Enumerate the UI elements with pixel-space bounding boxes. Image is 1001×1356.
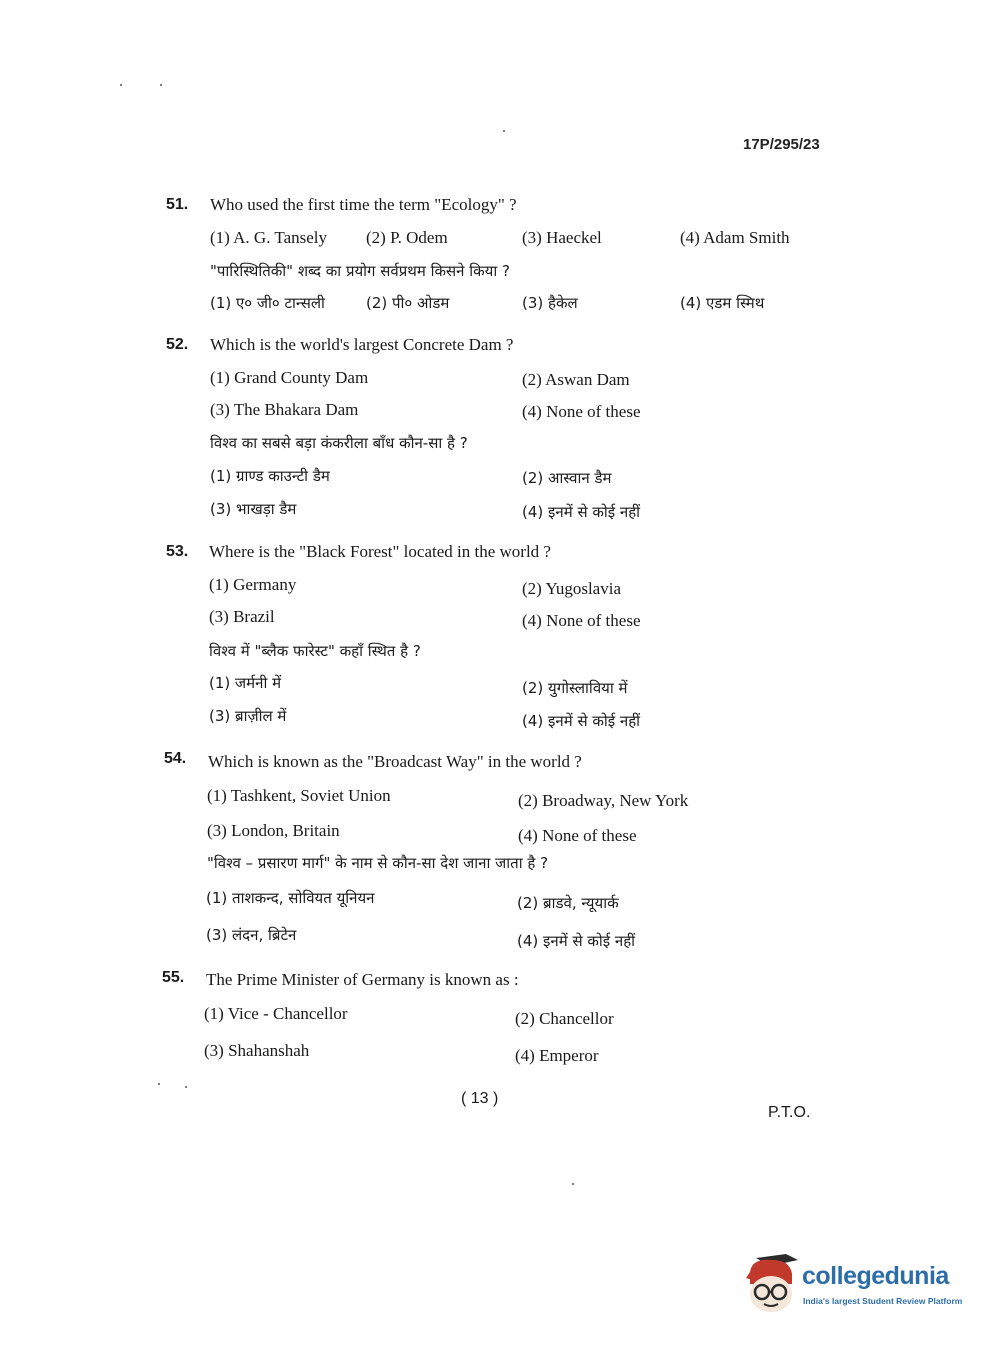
option-hi: (4) इनमें से कोई नहीं bbox=[517, 932, 636, 950]
option-en: (2) Yugoslavia bbox=[522, 579, 621, 598]
option-hi: (2) पी० ओडम bbox=[366, 294, 450, 312]
question-number: 55. bbox=[162, 969, 185, 986]
option-hi: (3) भाखड़ा डैम bbox=[210, 500, 297, 518]
option-hi: (4) इनमें से कोई नहीं bbox=[522, 712, 641, 730]
question-text: Which is known as the "Broadcast Way" in the world ? bbox=[208, 752, 582, 771]
option-hi: (3) ब्राज़ील में bbox=[209, 707, 287, 725]
option-hi: (2) युगोस्लाविया में bbox=[522, 679, 628, 697]
question-number: 52. bbox=[166, 336, 189, 353]
option-en: (1) Grand County Dam bbox=[210, 368, 369, 387]
option-en: (3) The Bhakara Dam bbox=[210, 400, 359, 419]
option-en: (2) Chancellor bbox=[515, 1009, 614, 1028]
option-en: (4) None of these bbox=[522, 611, 641, 630]
page-number: ( 13 ) bbox=[461, 1090, 499, 1107]
scan-speck bbox=[185, 1086, 187, 1088]
option-en: (1) Germany bbox=[209, 575, 297, 594]
scan-speck bbox=[120, 84, 122, 86]
question-text-hindi: "विश्व – प्रसारण मार्ग" के नाम से कौन-सा देश जाना जाता है ? bbox=[207, 854, 549, 872]
option-en: (3) London, Britain bbox=[207, 821, 340, 840]
question-text: Who used the first time the term "Ecology" ? bbox=[210, 195, 517, 214]
collegedunia-logo[interactable] bbox=[742, 1250, 972, 1320]
option-hi: (4) एडम स्मिथ bbox=[680, 294, 765, 312]
option-hi: (1) जर्मनी में bbox=[209, 674, 282, 692]
paper-code: 17P/295/23 bbox=[743, 136, 820, 153]
option-hi: (1) ग्राण्ड काउन्टी डैम bbox=[210, 467, 330, 485]
option-hi: (2) आस्वान डैम bbox=[522, 469, 612, 487]
option-en: (1) Tashkent, Soviet Union bbox=[207, 786, 391, 805]
option-en: (4) Emperor bbox=[515, 1046, 599, 1065]
please-turn-over: P.T.O. bbox=[768, 1104, 811, 1121]
scan-speck bbox=[572, 1183, 574, 1185]
option-en: (3) Haeckel bbox=[522, 228, 602, 247]
option-en: (1) Vice - Chancellor bbox=[204, 1004, 348, 1023]
brand-tagline: India's largest Student Review Platform bbox=[803, 1296, 963, 1306]
question-text: The Prime Minister of Germany is known as : bbox=[206, 970, 519, 989]
brand-name: collegedunia bbox=[802, 1262, 949, 1290]
question-number: 54. bbox=[164, 750, 187, 767]
option-en: (4) None of these bbox=[522, 402, 641, 421]
option-en: (1) A. G. Tansely bbox=[210, 228, 328, 247]
option-hi: (1) ए० जी० टान्सली bbox=[210, 294, 325, 312]
option-en: (2) P. Odem bbox=[366, 228, 448, 247]
option-en: (4) None of these bbox=[518, 826, 637, 845]
option-en: (4) Adam Smith bbox=[680, 228, 790, 247]
option-hi: (3) लंदन, ब्रिटेन bbox=[206, 926, 297, 944]
option-en: (3) Brazil bbox=[209, 607, 275, 626]
option-en: (2) Broadway, New York bbox=[518, 791, 689, 810]
question-text-hindi: विश्व का सबसे बड़ा कंकरीला बाँध कौन-सा है ? bbox=[210, 434, 468, 452]
scan-speck bbox=[503, 130, 505, 132]
option-hi: (3) हैकेल bbox=[522, 294, 578, 312]
question-number: 51. bbox=[166, 196, 189, 213]
question-text-hindi: विश्व में "ब्लैक फारेस्ट" कहाँ स्थित है ? bbox=[209, 642, 421, 660]
question-text-hindi: "पारिस्थितिकी" शब्द का प्रयोग सर्वप्रथम किसने किया ? bbox=[210, 262, 510, 280]
option-hi: (4) इनमें से कोई नहीं bbox=[522, 503, 641, 521]
mascot-icon bbox=[742, 1250, 800, 1316]
option-hi: (2) ब्राडवे, न्यूयार्क bbox=[517, 894, 619, 912]
option-hi: (1) ताशकन्द, सोवियत यूनियन bbox=[206, 889, 375, 907]
option-en: (3) Shahanshah bbox=[204, 1041, 310, 1060]
question-number: 53. bbox=[166, 543, 189, 560]
question-text: Where is the "Black Forest" located in the world ? bbox=[209, 542, 551, 561]
option-en: (2) Aswan Dam bbox=[522, 370, 630, 389]
scan-speck bbox=[158, 1083, 160, 1085]
scan-speck bbox=[160, 84, 162, 86]
question-text: Which is the world's largest Concrete Dam ? bbox=[210, 335, 514, 354]
